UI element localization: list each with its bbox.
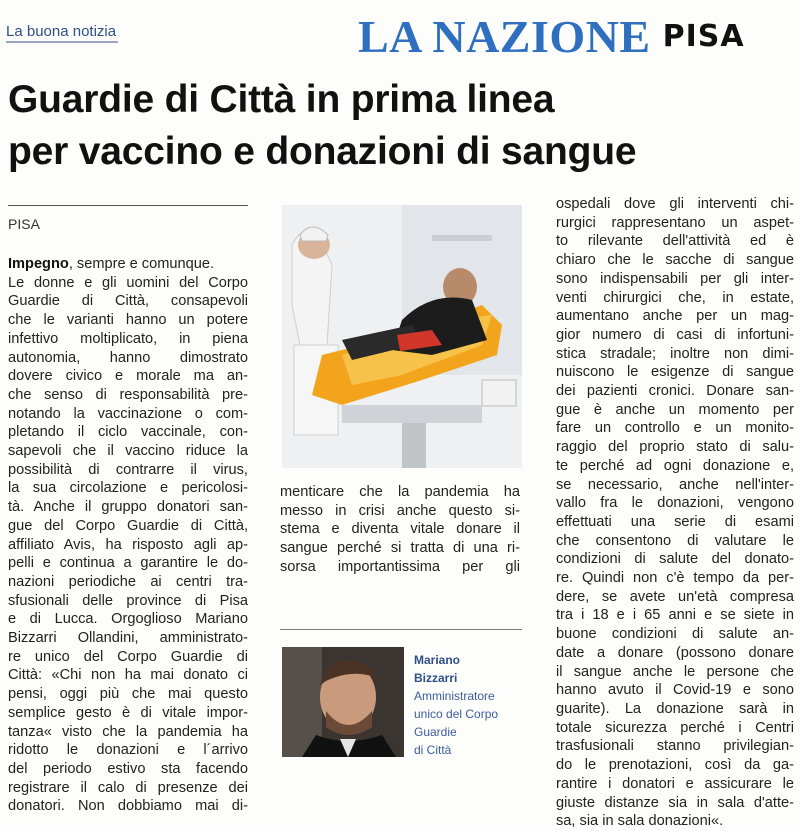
article-line: raggio del proprio stato di salu-	[556, 439, 794, 456]
article-line: sono indispensabili per gli inter-	[556, 270, 794, 287]
caption-name: Bizzarri	[414, 671, 458, 685]
article-line: date a donare (possono donare	[556, 644, 794, 661]
article-line: totale sicurezza perché i Centri	[556, 719, 794, 736]
article-line: stica stradale; inoltre non dimi-	[556, 345, 794, 362]
article-line: sa, sia in sala donazioni«.	[556, 813, 724, 830]
lead-word: Impegno	[8, 256, 69, 272]
article-line: ospedali dove gli interventi chi-	[556, 196, 794, 212]
column-lines	[8, 274, 248, 816]
article-column-3	[556, 195, 794, 831]
article-line: Le donne e gli uomini del Corpo	[8, 274, 248, 291]
article-line: che le varianti hanno un potere	[8, 312, 248, 329]
article-line: sorsa importantissima per gli	[280, 558, 520, 575]
masthead	[358, 6, 745, 66]
article-line: infettivo moltiplicato, in piena	[8, 330, 248, 347]
article-line: fare un controllo e un monito-	[556, 420, 794, 437]
article-line: re unico del Corpo Guardie di	[8, 648, 248, 665]
article-line: te perché ad ogni donazione e,	[556, 457, 794, 474]
article-line: sfusionali delle province di Pisa	[8, 592, 248, 609]
newspaper-logo: LA NAZIONE	[358, 10, 651, 62]
portrait-image	[282, 647, 404, 757]
portrait-photo	[282, 647, 404, 757]
article-line: gue è anche un momento per	[556, 401, 794, 418]
article-photo	[282, 205, 522, 468]
article-line: dovere civico e morale ma an-	[8, 368, 248, 385]
article-line: hanno avuto il Covid-19 e sono	[556, 682, 794, 699]
headline	[8, 74, 798, 178]
article-line: ridotto le donazioni e l´arrivo	[8, 742, 248, 759]
article-line: Città: «Chi non ha mai donato ci	[8, 667, 248, 684]
article-line	[8, 255, 248, 274]
article-line: nazioni periodiche ai centri tra-	[8, 573, 248, 590]
article-line: notando la vaccinazione o com-	[8, 405, 248, 422]
edition-city: PISA	[662, 18, 745, 54]
caption-divider	[280, 629, 522, 630]
article-line: rantire i donatori e assicurare le	[556, 775, 794, 792]
article-line: buone condizioni di salute an-	[556, 626, 794, 643]
article-line: che consentono di valutare le	[556, 532, 794, 549]
column-lines	[556, 195, 794, 831]
article-line: del periodo estivo sta facendo	[8, 760, 248, 777]
article-line: la sua circolazione e pericolosi-	[8, 480, 248, 497]
caption-role: di Città	[414, 743, 452, 757]
article-line: il sangue anche le persone che	[556, 663, 794, 680]
article-line: condizioni di salute del donato-	[556, 551, 794, 568]
article-line: pelli e continua a garantire le do-	[8, 555, 248, 572]
article-line: re. Quindi non c'è tempo da per-	[556, 570, 794, 587]
article-line: Bizzarri Ollandini, amministrato-	[8, 630, 248, 647]
caption-name: Mariano	[414, 653, 461, 667]
article-line: autonomia, hanno dimostrato	[8, 349, 248, 366]
article-line: e di Lucca. Orgoglioso Mariano	[8, 611, 248, 628]
article-line: gue del Corpo Guardie di Città,	[8, 517, 248, 534]
article-line: semplice gesto è di vitale impor-	[8, 704, 248, 721]
lead-rest: , sempre e comunque.	[68, 256, 215, 272]
article-line: se necessario, anche nell'inter-	[556, 476, 794, 493]
article-line: affiliato Avis, ha risposto agli ap-	[8, 536, 248, 553]
article-line: sapevoli che il vaccino riduce la	[8, 443, 248, 460]
headline-line: per vaccino e donazioni di sangue	[8, 130, 637, 173]
article-line: Guardie di Città, consapevoli	[8, 293, 248, 310]
section-kicker: La buona notizia	[6, 23, 118, 43]
blood-donation-photo	[282, 205, 522, 468]
article-line: trasfusionali stanno privilegian-	[556, 738, 794, 755]
article-line: tà. Anche il gruppo donatori san-	[8, 499, 248, 516]
article-line: guarite). La donazione sarà in	[556, 700, 794, 717]
article-line: gior numero di casi di infortuni-	[556, 326, 794, 343]
caption-role: unico del Corpo	[414, 707, 499, 721]
article-column-2	[280, 483, 520, 577]
caption-role: Amministratore	[414, 689, 495, 703]
article-line: giuste distanze sia in sala d'atte-	[556, 794, 794, 811]
article-line: do le prenotazioni, così da ga-	[556, 757, 794, 774]
article-line: to rilevante dell'attività ed è	[556, 233, 794, 250]
article-line: tra i 18 e i 65 anni e se siete in	[556, 607, 794, 624]
article-line: chiaro che le sacche di sangue	[556, 252, 794, 269]
article-line: tanza« visto che la pandemia ha	[8, 723, 248, 740]
caption-role: Guardie	[414, 725, 457, 739]
article-line: donatori. Non dobbiamo mai di-	[8, 798, 248, 815]
article-line: possibilità di contrarre il virus,	[8, 461, 248, 478]
photo-caption	[414, 651, 498, 759]
article-column-1	[8, 255, 248, 816]
article-line: venti chirurgici che, in estate,	[556, 289, 794, 306]
article-line: sangue perché si tratta di una ri-	[280, 540, 520, 557]
article-line: effettuati una serie di esami	[556, 513, 794, 530]
column-lines	[280, 483, 520, 577]
article-line: stema e diventa vitale donare il	[280, 521, 520, 538]
article-line: registrare il calo di presenze dei	[8, 779, 248, 796]
article-line: menticare che la pandemia ha	[280, 484, 520, 500]
article-line: pensi, oggi più che mai questo	[8, 686, 248, 703]
dateline: PISA	[8, 205, 248, 232]
article-line: nuiscono le esigenze di sangue	[556, 364, 794, 381]
article-line: aumentano anche per un mag-	[556, 308, 794, 325]
article-line: rurgici rappresentano un aspet-	[556, 214, 794, 231]
article-line: dere, se avete un'età compresa	[556, 588, 794, 605]
article-line: che senso di responsabilità pre-	[8, 386, 248, 403]
article-line: pletando il ciclo vaccinale, con-	[8, 424, 248, 441]
article-line: vallo fra le donazioni, vengono	[556, 495, 794, 512]
headline-line: Guardie di Città in prima linea	[8, 78, 555, 121]
article-line: dei pazienti cronici. Donare san-	[556, 383, 794, 400]
article-line: messo in crisi anche questo si-	[280, 502, 520, 519]
